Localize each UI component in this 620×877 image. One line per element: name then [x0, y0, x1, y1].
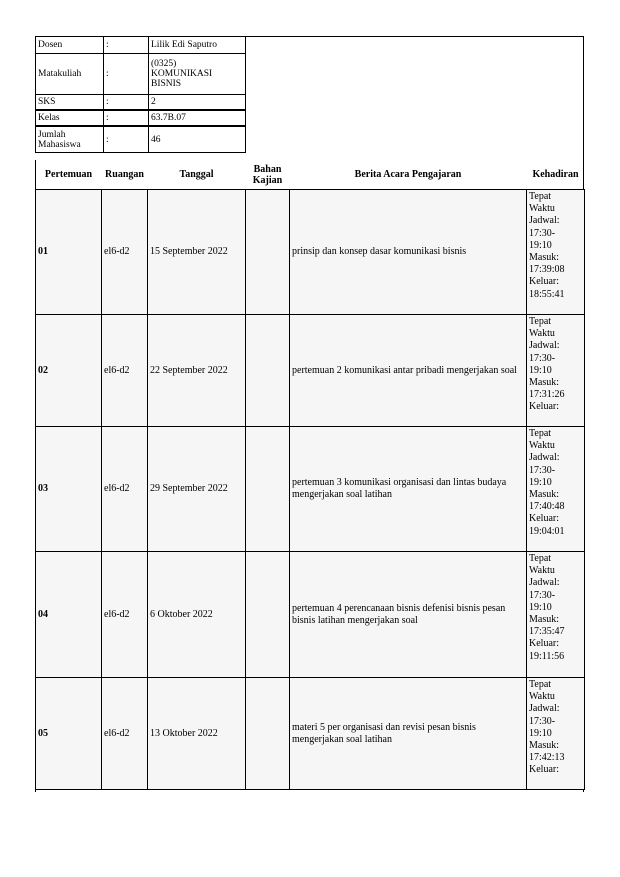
cell-bahan	[246, 427, 290, 552]
info-sep: :	[104, 95, 149, 111]
cell-ruangan: el6-d2	[102, 552, 148, 678]
course-info-table	[35, 36, 246, 153]
cell-pertemuan: 05	[36, 678, 102, 790]
cell-ruangan: el6-d2	[102, 678, 148, 790]
table-row	[36, 315, 585, 427]
info-sep: :	[104, 110, 149, 126]
info-row-dosen	[36, 37, 246, 54]
cell-pertemuan: 02	[36, 315, 102, 427]
cell-ruangan: el6-d2	[102, 190, 148, 315]
cell-ruangan: el6-d2	[102, 315, 148, 427]
table-header-row	[36, 160, 585, 190]
info-key: Kelas	[36, 110, 104, 126]
info-value: (0325) KOMUNIKASI BISNIS	[149, 54, 246, 95]
table-row	[36, 678, 585, 790]
info-value: 46	[149, 126, 246, 153]
cell-pertemuan: 04	[36, 552, 102, 678]
cell-berita: prinsip dan konsep dasar komunikasi bisnis	[290, 190, 527, 315]
cell-berita: pertemuan 3 komunikasi organisasi dan lintas budaya mengerjakan soal latihan	[290, 427, 527, 552]
info-key: Dosen	[36, 37, 104, 54]
cell-berita: pertemuan 4 perencanaan bisnis defenisi bisnis pesan bisnis latihan mengerjakan soal	[290, 552, 527, 678]
header-bahan-kajian: Bahan Kajian	[252, 163, 283, 186]
cell-tanggal: 22 September 2022	[148, 315, 246, 427]
info-value: Lilik Edi Saputro	[149, 37, 246, 54]
cell-tanggal: 13 Oktober 2022	[148, 678, 246, 790]
header-tanggal: Tanggal	[179, 169, 214, 180]
info-sep: :	[104, 126, 149, 153]
info-key: Jumlah Mahasiswa	[36, 126, 104, 153]
table-row	[36, 190, 585, 315]
cell-bahan	[246, 678, 290, 790]
info-value: 2	[149, 95, 246, 111]
cell-kehadiran: Tepat Waktu Jadwal: 17:30- 19:10 Masuk: 17:40:48 Keluar: 19:04:01	[527, 427, 585, 552]
info-value: 63.7B.07	[149, 110, 246, 126]
header-ruangan: Ruangan	[105, 169, 144, 180]
cell-bahan	[246, 315, 290, 427]
info-row-kelas	[36, 110, 246, 126]
table-row	[36, 427, 585, 552]
cell-pertemuan: 01	[36, 190, 102, 315]
cell-ruangan: el6-d2	[102, 427, 148, 552]
header-kehadiran: Kehadiran	[532, 169, 579, 180]
cell-kehadiran: Tepat Waktu Jadwal: 17:30- 19:10 Masuk: 17:35:47 Keluar: 19:11:56	[527, 552, 585, 678]
cell-tanggal: 15 September 2022	[148, 190, 246, 315]
info-row-jumlah	[36, 126, 246, 153]
cell-kehadiran: Tepat Waktu Jadwal: 17:30- 19:10 Masuk: 17:39:08 Keluar: 18:55:41	[527, 190, 585, 315]
cell-pertemuan: 03	[36, 427, 102, 552]
cell-berita: pertemuan 2 komunikasi antar pribadi mengerjakan soal	[290, 315, 527, 427]
cell-berita: materi 5 per organisasi dan revisi pesan bisnis mengerjakan soal latihan	[290, 678, 527, 790]
cell-tanggal: 6 Oktober 2022	[148, 552, 246, 678]
info-key: SKS	[36, 95, 104, 111]
info-key: Matakuliah	[36, 54, 104, 95]
info-sep: :	[104, 54, 149, 95]
cell-kehadiran: Tepat Waktu Jadwal: 17:30- 19:10 Masuk: 17:31:26 Keluar:	[527, 315, 585, 427]
cell-kehadiran: Tepat Waktu Jadwal: 17:30- 19:10 Masuk: 17:42:13 Keluar:	[527, 678, 585, 790]
info-row-matakuliah	[36, 54, 246, 95]
header-berita-acara: Berita Acara Pengajaran	[354, 169, 462, 180]
cell-bahan	[246, 190, 290, 315]
info-sep: :	[104, 37, 149, 54]
cell-bahan	[246, 552, 290, 678]
cell-tanggal: 29 September 2022	[148, 427, 246, 552]
table-row	[36, 552, 585, 678]
info-row-sks	[36, 95, 246, 111]
header-pertemuan: Pertemuan	[44, 169, 93, 180]
attendance-table	[35, 160, 585, 790]
